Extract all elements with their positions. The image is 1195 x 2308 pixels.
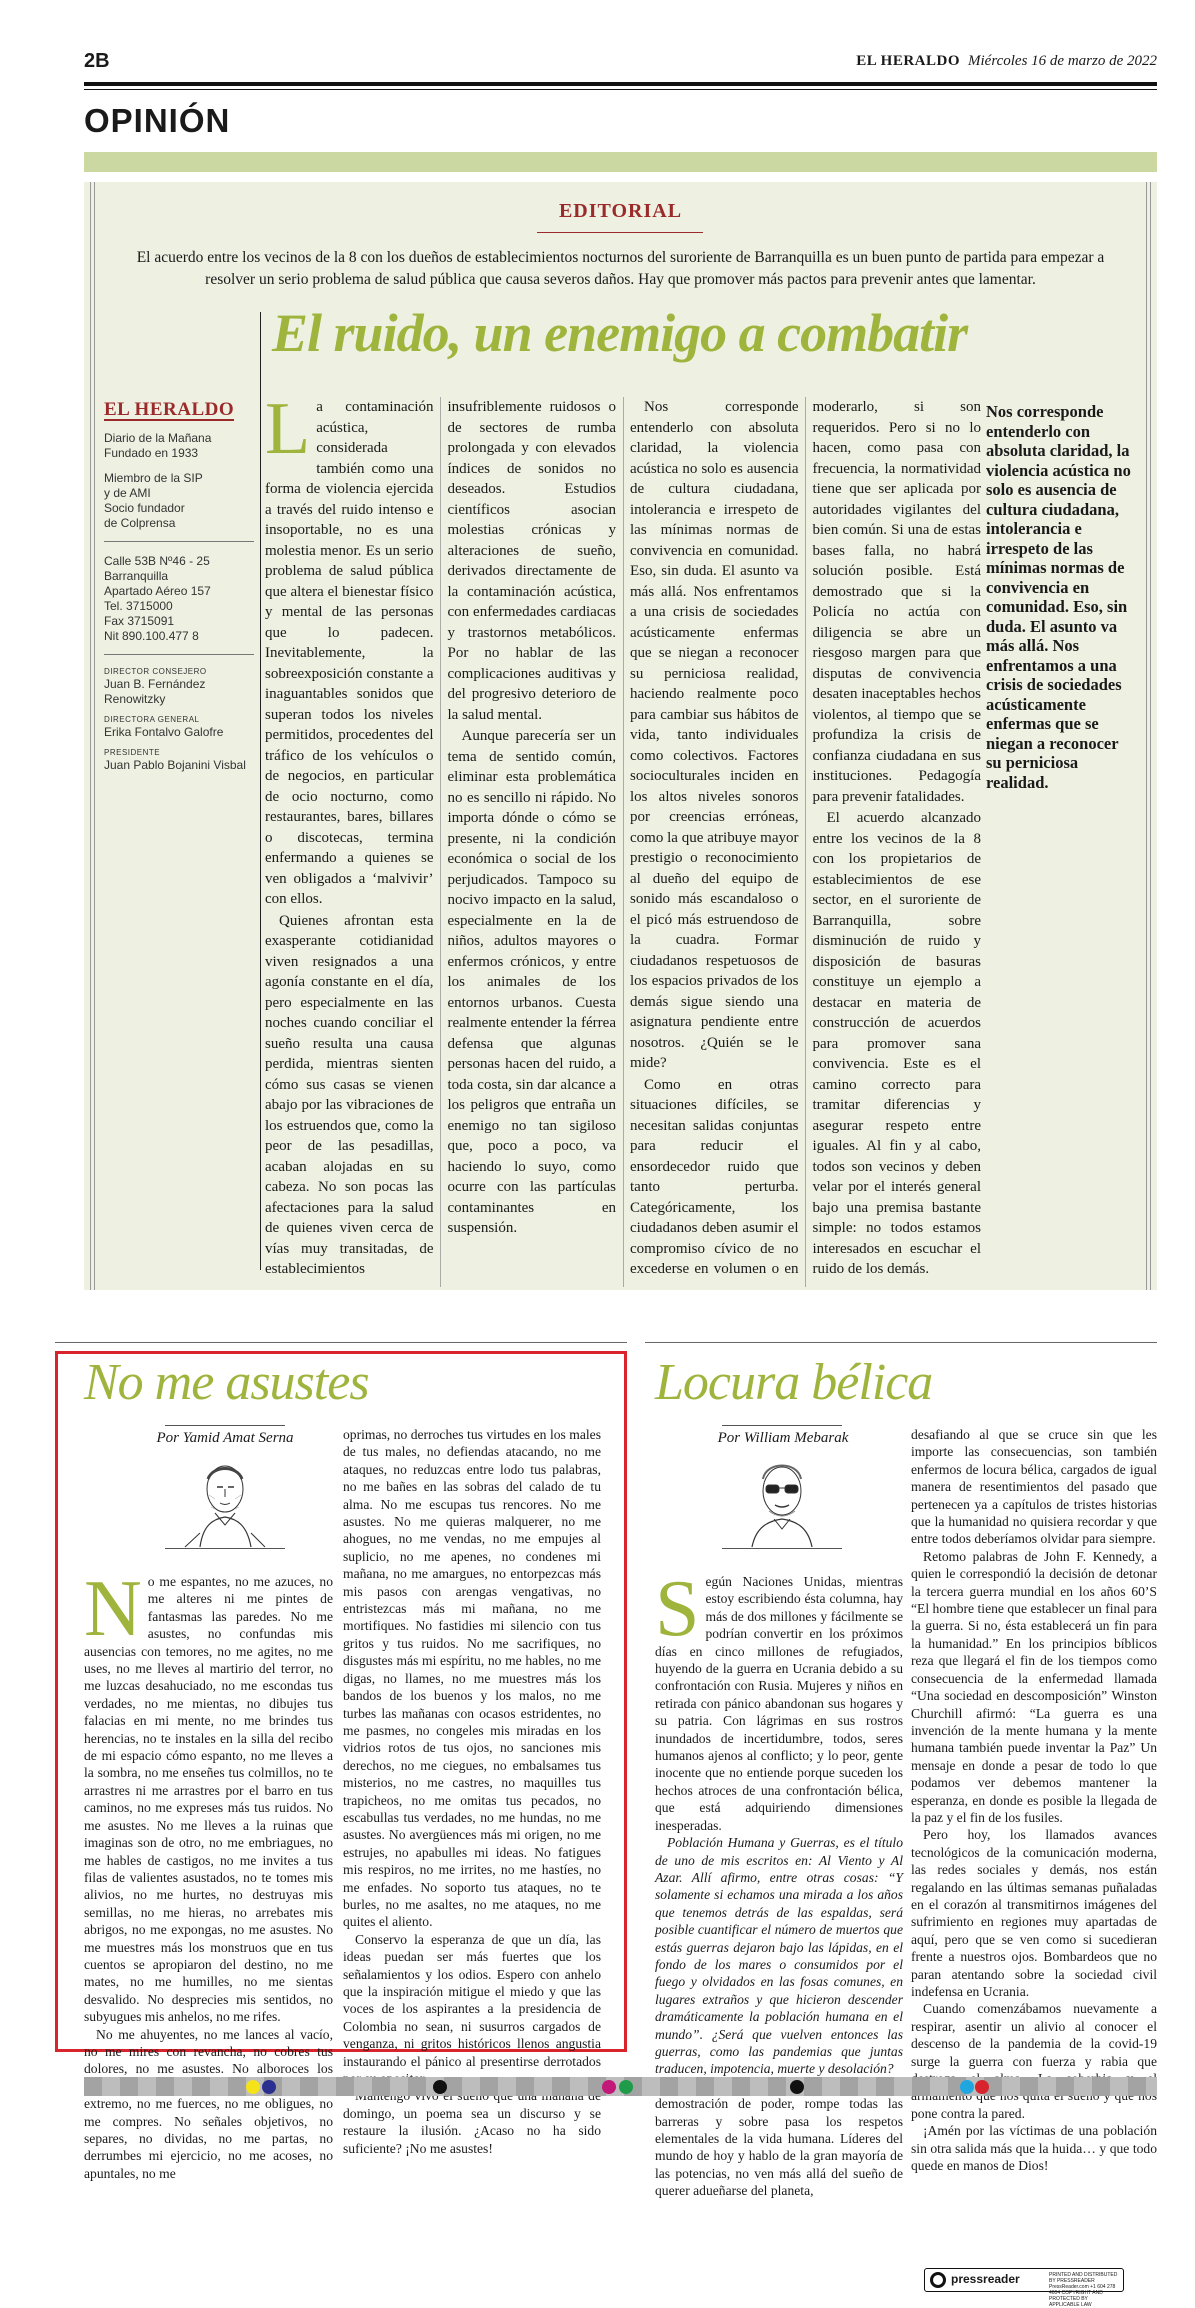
editorial-paragraph: Aunque parecería ser un tema de sentido común, eliminar esta problemática no es sencillo ni rápido. No importa dónde o cómo se presente, ni la condición económica o social de los perjudicados. Tampoco su nocivo impacto en la salud, especialmente en la de niños, adultos mayores o enfermos crónicos, y entre los animales de los entornos urbanos. Cuesta realmente entender la férrea defensa que algunas personas hacen del ruido, a toda costa, sin dar alcance a los peligros que entraña un enemigo no tan sigiloso que, poco a poco, va haciendo lo suyo, como ocurre con las partículas contaminantes en suspensión.	[447, 728, 616, 1236]
pull-quote: Nos corresponde entenderlo con absoluta claridad, la violencia acústica no solo es ausencia de cultura ciudadana, intolerancia e irrespeto de las mínimas normas de convivencia en comunidad. Eso, sin duda. El asunto va más allá. Nos enfrentamos a una crisis de sociedades acústicamente enfermas que se niegan a reconocer su perniciosa realidad.	[986, 402, 1131, 792]
staff-role: PRESIDENTE	[104, 748, 161, 757]
column-paragraph: desafiando al que se cruce sin que les importe las consecuencias, son también enfermos de locura bélica, cargados de igual manera de resentimientos del pasado que pertenecen ya a capítulos de tristes historias que la humanidad no quisiera recordar y que entre todos deberíamos olvidar para siempre.	[911, 1427, 1157, 1547]
color-dot	[602, 2080, 616, 2094]
pressreader-logo-icon	[930, 2272, 946, 2288]
pressreader-label: pressreader	[951, 2272, 1020, 2286]
staff-name: Erika Fontalvo Galofre	[104, 725, 224, 739]
newspaper-name: EL HERALDO	[856, 53, 960, 69]
byline-rule	[165, 1425, 285, 1426]
column-title-left: No me asustes	[84, 1354, 369, 1411]
page-number: 2B	[84, 50, 110, 72]
staff-info: Diario de la Mañana Fundado en 1933	[104, 431, 212, 460]
column-paragraph: demostración de poder, rompe todas las barreras y sobre pasa los respetos elementales de la vida humana. Líderes del mundo de hoy y hablo de la gran mayoría de las potencias, no ven más allá del sueño de querer adueñarse del planeta,	[655, 2096, 903, 2199]
masthead	[856, 53, 1157, 70]
editorial-paragraph: La contaminación acústica, considerada también como una forma de violencia ejercida a través del ruido intenso e insoportable, no es una molestia menor. Es un serio problema de salud pública que altera el bienestar físico y mental de las personas que lo padecen. Inevitablemente, la sobreexposición constante a inaguantables sonidos que superan todos los niveles permitidos, procedentes del tráfico de los vehículos o de negocios, en particular de ocio nocturno, como restaurantes, bares, billares o discotecas, termina enfermando a quienes se ven obligados a ‘malvivir’ con ellos.	[265, 388, 434, 907]
staff-name: Juan B. Fernández Renowitzky	[104, 677, 206, 706]
author-portrait-left	[165, 1455, 285, 1547]
column-body-left-2	[343, 1426, 601, 2157]
color-dot	[619, 2080, 633, 2094]
staff-brand: EL HERALDO	[104, 399, 235, 420]
drop-cap: L	[265, 388, 311, 470]
issue-date: Miércoles 16 de marzo de 2022	[968, 53, 1157, 69]
editorial-lede: El acuerdo entre los vecinos de la 8 con los dueños de establecimientos nocturnos del suroriente de Barranquilla es un buen punto de partida para empezar a resolver un serio problema de salud pública que causa severos daños. Hay que promover más pactos para prevenir antes que lamentar.	[136, 249, 1105, 288]
color-dot	[790, 2080, 804, 2094]
header-rule-thin	[84, 89, 1157, 90]
column-title-right: Locura bélica	[655, 1354, 933, 1411]
column-paragraph: No me espantes, no me azuces, no me alteres ni me pintes de fantasmas las paredes. No me asustes, no confundas mis ausencias con temores, no me agites, no me uses, no me lleves al martirio del terror, no me luzcas desahuciado, no me escondas tus verdades, no me mientas, no dibujes tus falacias en mi mente, no me brindes tus herencias, no te instales en la silla del recibo de mi espacio cómo espanto, no me lleves a la sombra, no me enseñes tus colmillos, no te arrastres ni me arrastres por el barro en tus caminos, no me expreses más tus ruidos. No me asustes. No me lleves a la ruinas que imaginas son de otro, no me embriagues, no me hables de castigos, no me invites a tus filas de valientes asustados, no te tomes mis alivios, no me hurtes, no destruyas mis semillas, no me hieras, no arrebates mis abrigos, no me expongas, no me asustes. No me muestres más los monstruos que en tus cuentos se apropiaron del destino, no me mates, no me humilles, no me sientas desvalido. No desprecies mis sentidos, no subyugues mis anhelos, no me rifes.	[84, 1565, 333, 2025]
column-body-right-2	[911, 1426, 1157, 2174]
column-paragraph: ¡Amén por las víctimas de una población sin otra salida más que la huida… y que todo quede en manos de Dios!	[911, 2123, 1157, 2174]
drop-cap: S	[655, 1565, 700, 1653]
column-paragraph: Pero hoy, los llamados avances tecnológicos de la comunicación moderna, las redes sociales y demás, nos están regalando en las últimas semanas puñaladas en el corazón al transmitirnos imágenes del sufrimiento en regiones muy apartadas de aquí, pero que se ven como si sucedieran frente a nuestros ojos. Bombardeos que no paran atentando sobre la sociedad civil indefensa en Ucrania.	[911, 1827, 1157, 1999]
column-separator	[55, 1342, 627, 1343]
column-paragraph: Cuando comenzábamos nuevamente a respirar, asentir un alivio al conocer el descenso de la pandemia de la covid-19 surge la guerra con fuerza y rabia que pone contra la pared.	[911, 2001, 1157, 2121]
page-header	[84, 50, 1157, 78]
staff-role: DIRECTORA GENERAL	[104, 715, 200, 724]
pressreader-badge[interactable]	[924, 2268, 1124, 2308]
column-separator	[645, 1342, 1157, 1343]
section-title: OPINIÓN	[84, 102, 231, 139]
column-body-right-1	[655, 1565, 903, 2200]
staff-membership: Miembro de la SIP y de AMI Socio fundador de Colprensa	[104, 471, 203, 530]
column-paragraph: Población Humana y Guerras, es el título de uno de mis escritos en: Al Viento y Al Azar. Allí afirmo, entre otras cosas: “Y solamente si echamos una mirada a los años que tenemos detrás de las espaldas, será posible cuantificar el número de muertos que estás guerras dejaron bajo las lápidas, en el fondo de los mares o consumidos por el fuego y olvidados en las fosas comunes, en lugares extraños y que hicieron descender dramáticamente la población humana en el mundo”. ¿Será que vuelven entonces las guerras, como las pandemias que juntas traducen, impotencia, muerte y desolación?	[655, 1835, 903, 2077]
byline-right: Por William Mebarak	[717, 1430, 849, 1446]
column-paragraph: Según Naciones Unidas, mientras estoy escribiendo ésta columna, hay más de dos millones y fácilmente se podrían convertir en los próximos días en cinco millones de refugiados, huyendo de la guerra en Ucrania debido a su confrontación con Rusia. Mujeres y niños en retirada con pánico abandonan sus hogares y su patria. Con lágrimas en sus rostros inundados de incertidumbre, todos, seres humanos ajenos al conflicto; y lo peor, gente inocente que no entiende porque suceden los hechos atroces de una confrontación bélica, que está adquiriendo dimensiones inesperadas.	[655, 1565, 903, 1833]
editorial-staff-box	[104, 399, 254, 781]
color-dot	[960, 2080, 974, 2094]
editorial-paragraph: Quienes afrontan esta exasperante cotidianidad viven resignados a una agonía constante en el día, pero especialmente en las noches cuando conciliar el sueño resulta una causa perdida, mientras sienten cómo sus casas se vienen abajo por las vibraciones de los estruendos que, como la peor de las pesadillas, acaban alojadas en su cabeza. No son pocas las afectaciones para la salud de quienes viven cerca de vías muy transitadas, de establecimientos insufriblemente ruidosos o de sectores de rumba prolongada y con elevados índices de sonidos no deseados. Estudios científicos asocian molestias crónicas y alteraciones de sueño, derivados directamente de la contaminación acústica, con enfermedades cardiacas y trastornos metabólicos. Por no hablar de las complicaciones auditivas y del progresivo deterioro de la salud mental.	[265, 399, 616, 1277]
staff-separator	[104, 541, 254, 542]
editorial-body	[265, 388, 981, 1287]
byline-rule	[722, 1548, 842, 1549]
color-dot	[246, 2080, 260, 2094]
section-band	[84, 152, 1157, 172]
drop-cap: N	[84, 1565, 142, 1653]
byline-left: Por Yamid Amat Serna	[156, 1430, 294, 1446]
column-paragraph: No me ahuyentes, no me lances al vacío, no me mires con revancha, no cobres tus dolores, no me asustes. No alboroces los extremo, no me fuerces, no me obligues, no me compres. No señales objetivos, no separes, no dividas, no me partas, no derrumbes mi ejercicio, no me acoses, no apuntales, no me	[84, 2026, 333, 2181]
staff-name: Juan Pablo Bojanini Visbal	[104, 758, 246, 772]
column-paragraph: Conservo la esperanza de que un día, las ideas puedan ser más fuertes que los señalamientos y los odios. Espero con anhelo que la inspiración mitigue el miedo y que las voces de los aspirantes a la presidencia de Colombia no sean, ni susurros cargados de venganza, ni gritos históricos llenos angustia instaurando el pánico al presentirse derrotados	[343, 1931, 601, 2069]
color-dot	[433, 2080, 447, 2094]
editorial-box	[84, 182, 1157, 1290]
editorial-border-left	[90, 182, 95, 1290]
staff-role: DIRECTOR CONSEJERO	[104, 667, 207, 676]
header-rule	[84, 82, 1157, 86]
color-dot	[262, 2080, 276, 2094]
staff-address: Calle 53B Nº46 - 25 Barranquilla Apartado Aéreo 157 Tel. 3715000 Fax 3715091 Nit 890.100.477 8	[104, 554, 211, 643]
column-paragraph: oprimas, no derroches tus virtudes en los males de tus males, no defiendas atacando, no me ataques, no reduzcas entre lodo tus palabras, no me bañes en las sobras del calado de tu alma. No me escupas tus rencores. No me asustes. No me quieras malquerer, no me ahogues, no me vendas, no me empujes al suplicio, no me apenes, no condenes mi mañana, no me amargues, no entorpezcas más mis pasos con arengas vengativas, no entristezcas más mi mañana, no me mortifiques. No fastidies mi silencio con tus gritos y tus ruidos. No me sacrifiques, no disgustes más mi espíritu, no me hables, no me digas, no llames, no me muestres más los bandos de los buenos y los malos, no me turbes las mañanas con ocasos estridentes, no me pasmes, no congeles mis miradas en los vidrios rotos de tus ojos, no sanciones mis derechos, no me ciegues, no embalsames tus misterios, no me castres, no maquilles tus trapicheos, no me omitas tus pecados, no escabullas tus verdades, no me hundas, no me asustes. No avergüences más mi origen, no me estrujes, no apabulles mi ideas. No fatigues mis respiros, no me irrites, no me hastíes, no me enfades. No soporto tus ataques, no te burles, no me asaltes, no me ataques, no me quites el aliento.	[343, 1427, 601, 1930]
editorial-label-rule	[537, 232, 703, 233]
editorial-border-right	[1146, 182, 1151, 1290]
byline-rule	[722, 1425, 842, 1426]
editorial-headline: El ruido, un enemigo a combatir	[272, 303, 968, 363]
pressreader-copyright: PRINTED AND DISTRIBUTED BY PRESSREADER PressReader.com +1 604 278 4604 COPYRIGHT AND PROTECTED BY APPLICABLE LAW	[1049, 2272, 1118, 2308]
author-portrait-right	[722, 1455, 842, 1547]
byline-rule	[165, 1548, 285, 1549]
editorial-divider	[260, 312, 261, 1270]
column-paragraph: domingo, un poema sea un discurso y se restaure la ilusión. ¿Acaso no ha sido suficiente? ¡No me asustes!	[343, 2105, 601, 2156]
column-paragraph: Retomo palabras de John F. Kennedy, a quien le correspondió la decisión de detonar la tercera guerra mundial en los años 60’S “El hombre tiene que establecer un final para la guerra. Si no, ésta establecerá un fin para la humanidad.” En los principios bíblicos reza que llegará el fin de los tiempos como consecuencia de la enfermedad llamada “Una sociedad en descomposición” Winston Churchill afirmó: “La guerra es una invención de la mente humana y la mente humana también puede inventar la Paz” Un mensaje en donde a pesar de todo lo que podamos ver debemos mantener la esperanza, en donde es posible la llegada de la paz y el fin de los fusiles.	[911, 1548, 1157, 1825]
editorial-paragraph: Como en otras situaciones difíciles, se necesitan salidas conjuntas para reducir el ensordecedor ruido que tanto perturba. Categóricamente, los ciudadanos deben asumir el compromiso cívico de no excederse en volumen o en moderarlo, si son requeridos. Pero si no lo hacen, como pasa con frecuencia, la normatividad tiene que ser aplicada por autoridades vigilantes del bien común. Si una de estas bases falla, no habrá solución posible. Está demostrado que si la Policía no actúa con diligencia se abre un riesgoso margen para que disputas de convivencia desaten inaceptables hechos violentos, al tiempo que se profundiza la crisis de confianza ciudadana en sus instituciones. Pedagogía para prevenir fatalidades.	[630, 399, 981, 1277]
editorial-label: EDITORIAL	[558, 200, 683, 222]
staff-separator	[104, 654, 254, 655]
editorial-paragraph: El acuerdo alcanzado entre los vecinos de la 8 con los propietarios de establecimientos de ese sector, en el suroriente de Barranquilla, sobre disminución de ruido y disposición de basuras constituye un ejemplo a destacar en materia de construcción de acuerdos para promover sana convivencia. Este es el camino correcto para tramitar diferencias y asegurar respeto entre iguales. Al fin y al cabo, todos son vecinos y deben velar por el interés general bajo una premisa bastante simple: no todos estamos interesados en escuchar el ruido de los demás.	[812, 810, 981, 1277]
editorial-paragraph: Nos corresponde entenderlo con absoluta claridad, la violencia acústica no solo es ausencia de cultura ciudadana, intolerancia e irrespeto de las mínimas normas de convivencia en comunidad. Eso, sin duda. El asunto va más allá. Nos enfrentamos a una crisis de sociedades acústicamente enfermas que se niegan a reconocer su perniciosa realidad, haciendo realmente poco para cambiar sus hábitos de vida, tanto individuales como colectivos. Factores socioculturales inciden en los altos niveles sonoros por creencias erróneas, como la que atribuye mayor prestigio o reconocimiento al dueño del equipo de sonido más escandaloso o el picó más estruendoso de la cuadra. Formar ciudadanos respetuosos de los espacios privados de los demás sigue siendo una asignatura pendiente entre nosotros. ¿Quién se le mide?	[630, 399, 799, 1071]
color-dot	[975, 2080, 989, 2094]
